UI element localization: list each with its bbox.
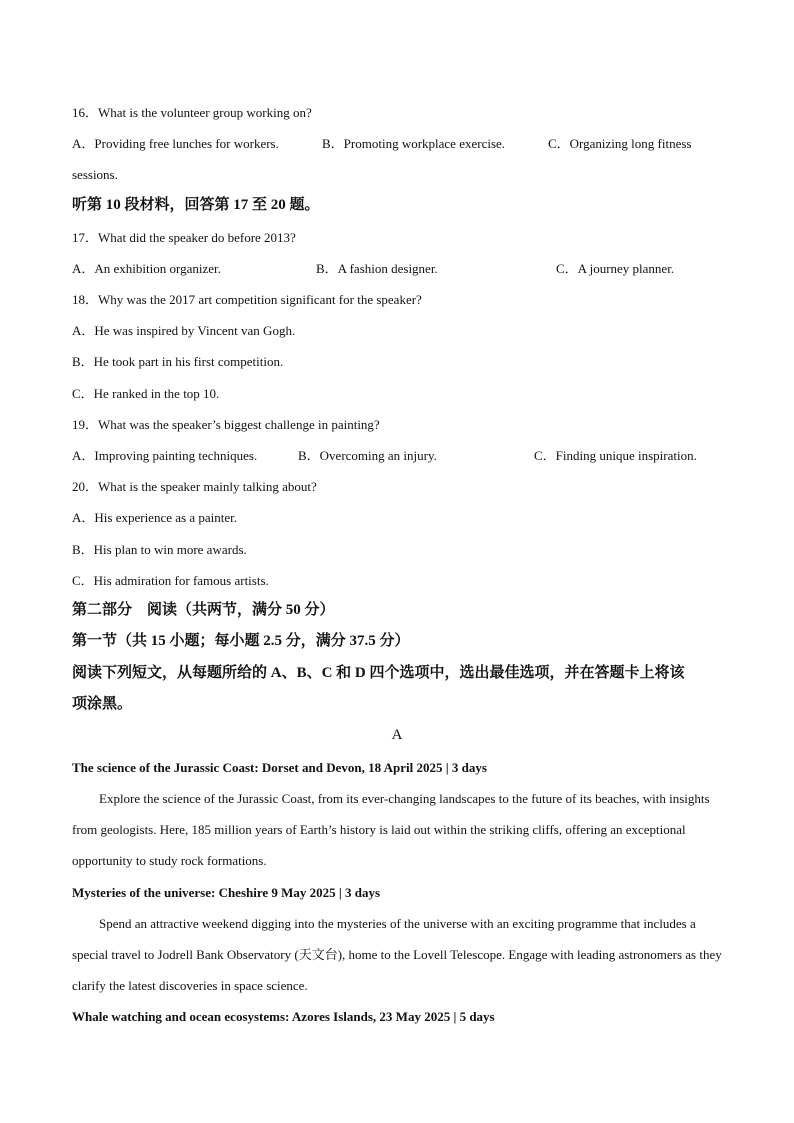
question-17-option-a: A．An exhibition organizer. — [72, 261, 221, 276]
question-19-stem: 19．What was the speaker’s biggest challenge in painting? — [72, 417, 380, 432]
question-16-option-a: A．Providing free lunches for workers. — [72, 136, 279, 151]
instructions-line-1: 阅读下列短文，从每题所给的 A、B、C 和 D 四个选项中，选出最佳选项，并在答题卡上将该 — [72, 665, 685, 681]
question-19-option-a: A．Improving painting techniques. — [72, 448, 258, 463]
question-16-option-b: B．Promoting workplace exercise. — [322, 136, 506, 151]
question-17-option-c: C．A journey planner. — [556, 261, 675, 276]
question-18-option-b: B．He took part in his first competition. — [72, 354, 284, 369]
question-19-option-b: B．Overcoming an injury. — [298, 448, 437, 463]
question-20-option-c: C．His admiration for famous artists. — [72, 573, 269, 588]
passage-label: A — [391, 727, 403, 743]
question-18-stem: 18．Why was the 2017 art competition significant for the speaker? — [72, 292, 422, 307]
question-18-option-a: A．He was inspired by Vincent van Gogh. — [72, 323, 296, 338]
instructions-line-2: 项涂黑。 — [72, 696, 133, 712]
question-20-option-a: A．His experience as a painter. — [72, 510, 237, 525]
question-16-option-c-continuation: sessions. — [72, 167, 118, 182]
question-19-option-c: C．Finding unique inspiration. — [534, 448, 697, 463]
question-18-option-c: C．He ranked in the top 10. — [72, 386, 220, 401]
part-2-heading: 第二部分 阅读（共两节，满分 50 分） — [72, 602, 335, 618]
question-20-option-b: B．His plan to win more awards. — [72, 542, 247, 557]
section-1-heading: 第一节（共 15 小题；每小题 2.5 分，满分 37.5 分） — [72, 633, 410, 649]
entry-1-body: Explore the science of the Jurassic Coast, from its ever-changing landscapes to the future of its beaches, with insights from geologists. Here, 185 million years of Earth’s history is laid out within the striking cliffs, offering an exceptional opportunity to study rock formations. — [72, 791, 710, 868]
question-17-option-b: B．A fashion designer. — [316, 261, 438, 276]
entry-3-title: Whale watching and ocean ecosystems: Azores Islands, 23 May 2025 | 5 days — [72, 1009, 495, 1024]
question-17-stem: 17．What did the speaker do before 2013? — [72, 230, 296, 245]
section-10-heading: 听第 10 段材料，回答第 17 至 20 题。 — [72, 197, 320, 213]
entry-2-body: Spend an attractive weekend digging into the mysteries of the universe with an exciting programme that includes a special travel to Jodrell Bank Observatory (天文台), home to the Lovell Telescope. Engage with leading astronomers as they clarify the latest discoveries in space science. — [72, 916, 722, 993]
entry-1-title: The science of the Jurassic Coast: Dorset and Devon, 18 April 2025 | 3 days — [72, 760, 487, 775]
question-16-stem: 16．What is the volunteer group working on? — [72, 105, 312, 120]
question-20-stem: 20．What is the speaker mainly talking about? — [72, 479, 317, 494]
question-16-option-c: C．Organizing long fitness — [548, 136, 692, 151]
entry-2-title: Mysteries of the universe: Cheshire 9 May 2025 | 3 days — [72, 885, 381, 900]
